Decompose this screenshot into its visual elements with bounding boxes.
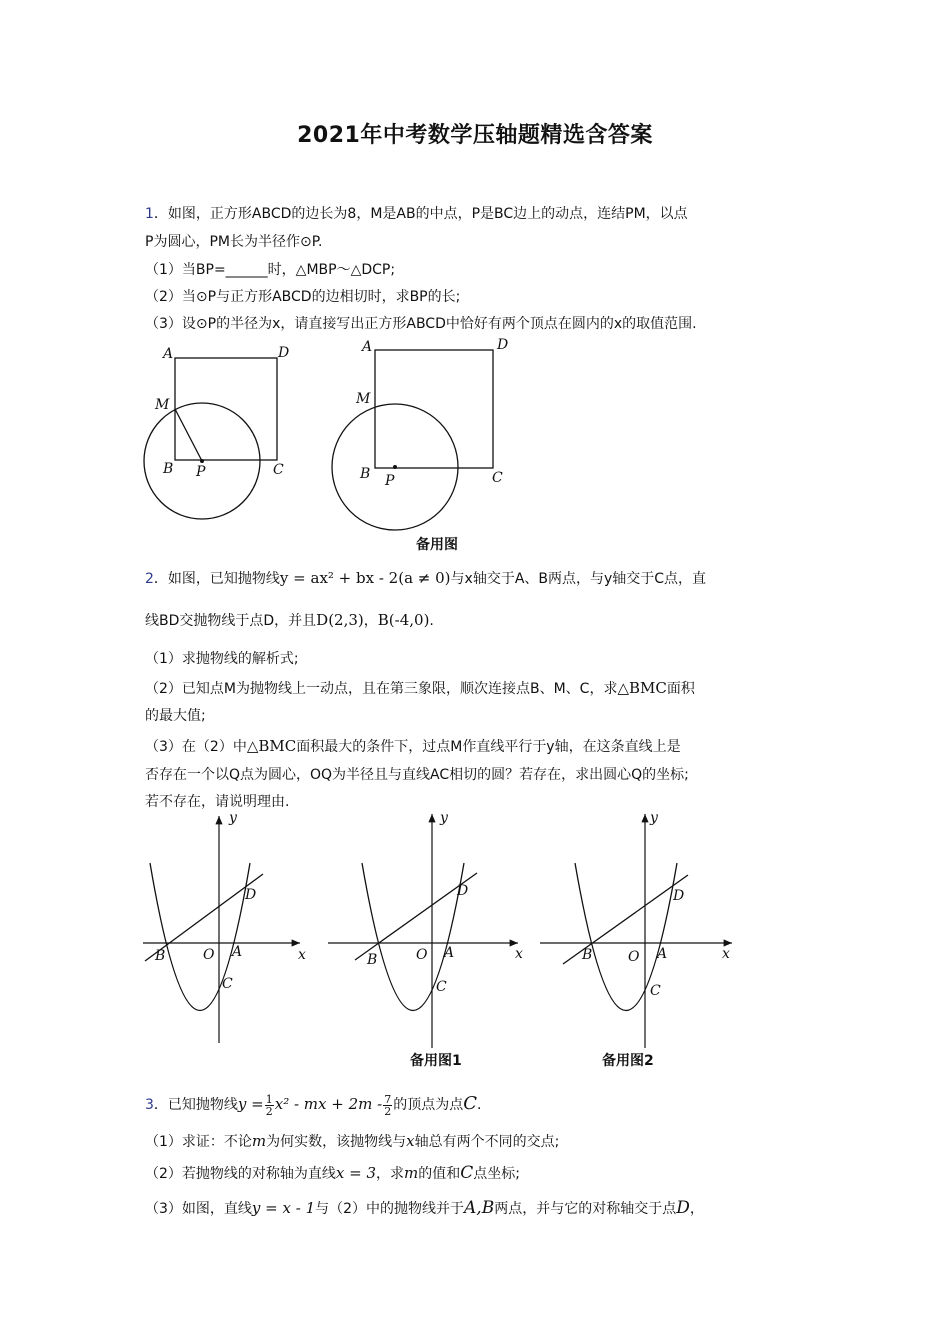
q3-number: 3: [145, 1097, 154, 1113]
q3-s3-eq: y = x - 1: [251, 1199, 316, 1217]
q3-sub2: [145, 1163, 520, 1184]
q2-graph-2: [328, 810, 523, 1069]
q3-sub3: [145, 1198, 704, 1219]
q1-label-m: M: [155, 397, 170, 413]
q2-sub3-line3: 若不存在，请说明理由.: [145, 794, 290, 810]
q2-sub2b: 面积: [666, 681, 695, 697]
q3-s3d: ，: [689, 1201, 704, 1217]
q2-text1b: 与x轴交于A、B两点，与y轴交于C点，直: [450, 571, 707, 587]
q1-point-p: [200, 459, 204, 463]
q2-sub2: [145, 678, 695, 699]
q2-caption-1: 备用图1: [410, 1053, 462, 1069]
q2-g1-d: D: [245, 887, 257, 903]
q3-s1b: 为何实数，该抛物线与: [266, 1134, 407, 1150]
q2-text2a: 线BD交抛物线于点D，并且: [145, 613, 317, 629]
q3-eq-y: y =: [237, 1095, 264, 1113]
q1-label-p: P: [196, 464, 206, 480]
q2-g2-c: C: [436, 979, 447, 995]
page-title: 2021年中考数学压轴题精选含答案: [297, 123, 653, 148]
q2-g1-y: y: [229, 810, 237, 826]
q2-g2-o: O: [416, 947, 428, 963]
q2-sep: ，: [363, 613, 378, 629]
q2-number: 2: [145, 571, 154, 587]
q1-line1: [145, 204, 688, 224]
q3-frac1-den: 2: [265, 1104, 273, 1118]
q1-square-1: [175, 358, 277, 460]
q1-label-a: A: [163, 346, 174, 362]
q2-sub1: （1）求抛物线的解析式;: [145, 651, 299, 667]
q3-s2-c-point: C: [460, 1163, 474, 1183]
q1-label-c: C: [273, 462, 284, 478]
q1-figure: [130, 335, 530, 560]
q2-text2b: .: [429, 613, 434, 629]
q3-s1c: 轴总有两个不同的交点;: [414, 1134, 560, 1150]
q1-label-p2: P: [385, 473, 395, 489]
q3-sub1: [145, 1131, 559, 1152]
q2-figures: [140, 808, 740, 1073]
q1-square-2: [375, 350, 493, 468]
q1-sub3: （3）设⊙P的半径为x，请直接写出正方形ABCD中恰好有两个顶点在圆内的x的取值范围.: [145, 316, 697, 332]
q3-s2d: 点坐标;: [473, 1166, 520, 1182]
q2-caption-2: 备用图2: [602, 1053, 654, 1069]
q1-line2: P为圆心，PM长为半径作⊙P.: [145, 234, 323, 250]
q2-g1-c: C: [222, 976, 233, 992]
q2-sub3a: （3）在（2）中: [145, 739, 247, 755]
q3-line1: [145, 1093, 481, 1117]
q3-text1b: 的顶点为点: [393, 1097, 464, 1113]
q3-s1a: （1）求证：不论: [145, 1134, 252, 1150]
q3-s3-d: D: [676, 1198, 690, 1218]
q2-g2-d: D: [457, 883, 469, 899]
q2-g3-b: B: [582, 947, 593, 963]
q3-vertex-c: C: [463, 1093, 477, 1114]
q2-g3-y: y: [650, 810, 658, 826]
q3-frac2-den: 2: [384, 1104, 392, 1118]
q2-g1-a: A: [232, 944, 243, 960]
q1-label-c2: C: [492, 470, 503, 486]
q2-point-b: B(-4,0): [377, 611, 430, 629]
q3-s2-m: m: [404, 1164, 419, 1182]
q1-label-m2: M: [356, 391, 371, 407]
q2-g3-x: x: [722, 946, 730, 962]
q2-triangle-bmc2: △BMC: [246, 737, 297, 755]
q1-label-d2: D: [497, 337, 509, 353]
q3-s2c: 的值和: [418, 1166, 461, 1182]
q2-triangle-bmc: △BMC: [617, 679, 667, 697]
q1-sub1: （1）当BP=______时，△MBP～△DCP;: [145, 262, 396, 278]
q2-sub3-line2: 否存在一个以Q点为圆心，OQ为半径且与直线AC相切的圆？若存在，求出圆心Q的坐标;: [145, 767, 689, 783]
q3-text1a: ．已知抛物线: [153, 1097, 238, 1113]
q3-frac1-num: 1: [265, 1092, 273, 1106]
q3-text1c: .: [476, 1097, 482, 1113]
q2-g2-b: B: [367, 952, 378, 968]
q1-caption: 备用图: [416, 537, 458, 553]
q2-line1: [145, 568, 706, 589]
q1-text1: ．如图，正方形ABCD的边长为8，M是AB的中点，P是BC边上的动点，连结PM，以点: [153, 206, 688, 222]
q1-label-b: B: [163, 461, 174, 477]
q3-eq-mid: x² - mx + 2m -: [274, 1095, 383, 1113]
q3-frac-1: [265, 1094, 274, 1117]
q2-point-d: D(2,3): [316, 611, 364, 629]
q1-label-b2: B: [360, 466, 371, 482]
q2-sub3: [145, 736, 681, 757]
q3-s3a: （3）如图，直线: [145, 1201, 252, 1217]
q2-text1a: ．如图，已知抛物线: [153, 571, 280, 587]
q3-s3b: 与（2）中的抛物线并于: [315, 1201, 465, 1217]
q3-s2-eq: x = 3: [335, 1164, 377, 1182]
q3-frac-2: [383, 1094, 392, 1117]
q2-g2-x: x: [515, 946, 523, 962]
q3-frac2-num: 7: [384, 1092, 392, 1106]
q2-sub2-line2: 的最大值;: [145, 708, 206, 724]
q2-g1-x: x: [298, 947, 306, 963]
q3-s3c: 两点，并与它的对称轴交于点: [494, 1201, 677, 1217]
q3-s3-ab: A,B: [464, 1198, 495, 1218]
q2-g3-o: O: [628, 949, 640, 965]
q2-g3-a: A: [657, 946, 668, 962]
q2-g3-d: D: [673, 888, 685, 904]
q3-s2b: ，求: [376, 1166, 405, 1182]
q2-g2-y: y: [440, 810, 448, 826]
q1-sub2: （2）当⊙P与正方形ABCD的边相切时，求BP的长;: [145, 289, 461, 305]
q2-sub3b: 面积最大的条件下，过点M作直线平行于y轴，在这条直线上是: [296, 739, 681, 755]
q1-label-d: D: [278, 345, 290, 361]
q2-g1-o: O: [203, 947, 215, 963]
q2-g2-a: A: [444, 945, 455, 961]
q1-point-p2: [393, 465, 397, 469]
q1-segment-pm: [175, 409, 202, 461]
q2-g1-b: B: [155, 948, 166, 964]
q2-graph-3: [540, 810, 732, 1069]
q3-s2a: （2）若抛物线的对称轴为直线: [145, 1166, 336, 1182]
q2-g3-c: C: [650, 983, 661, 999]
q1-label-a2: A: [362, 339, 373, 355]
q2-sub2a: （2）已知点M为抛物线上一动点，且在第三象限，顺次连接点B、M、C，求: [145, 681, 618, 697]
q2-line2: [145, 610, 434, 631]
q3-s1-m: m: [251, 1132, 267, 1150]
q2-equation: y = ax² + bx - 2(a ≠ 0): [279, 569, 451, 587]
q2-graph-1: [143, 810, 306, 1043]
q1-number: 1: [145, 206, 154, 222]
q3-s1-x: x: [406, 1132, 415, 1150]
